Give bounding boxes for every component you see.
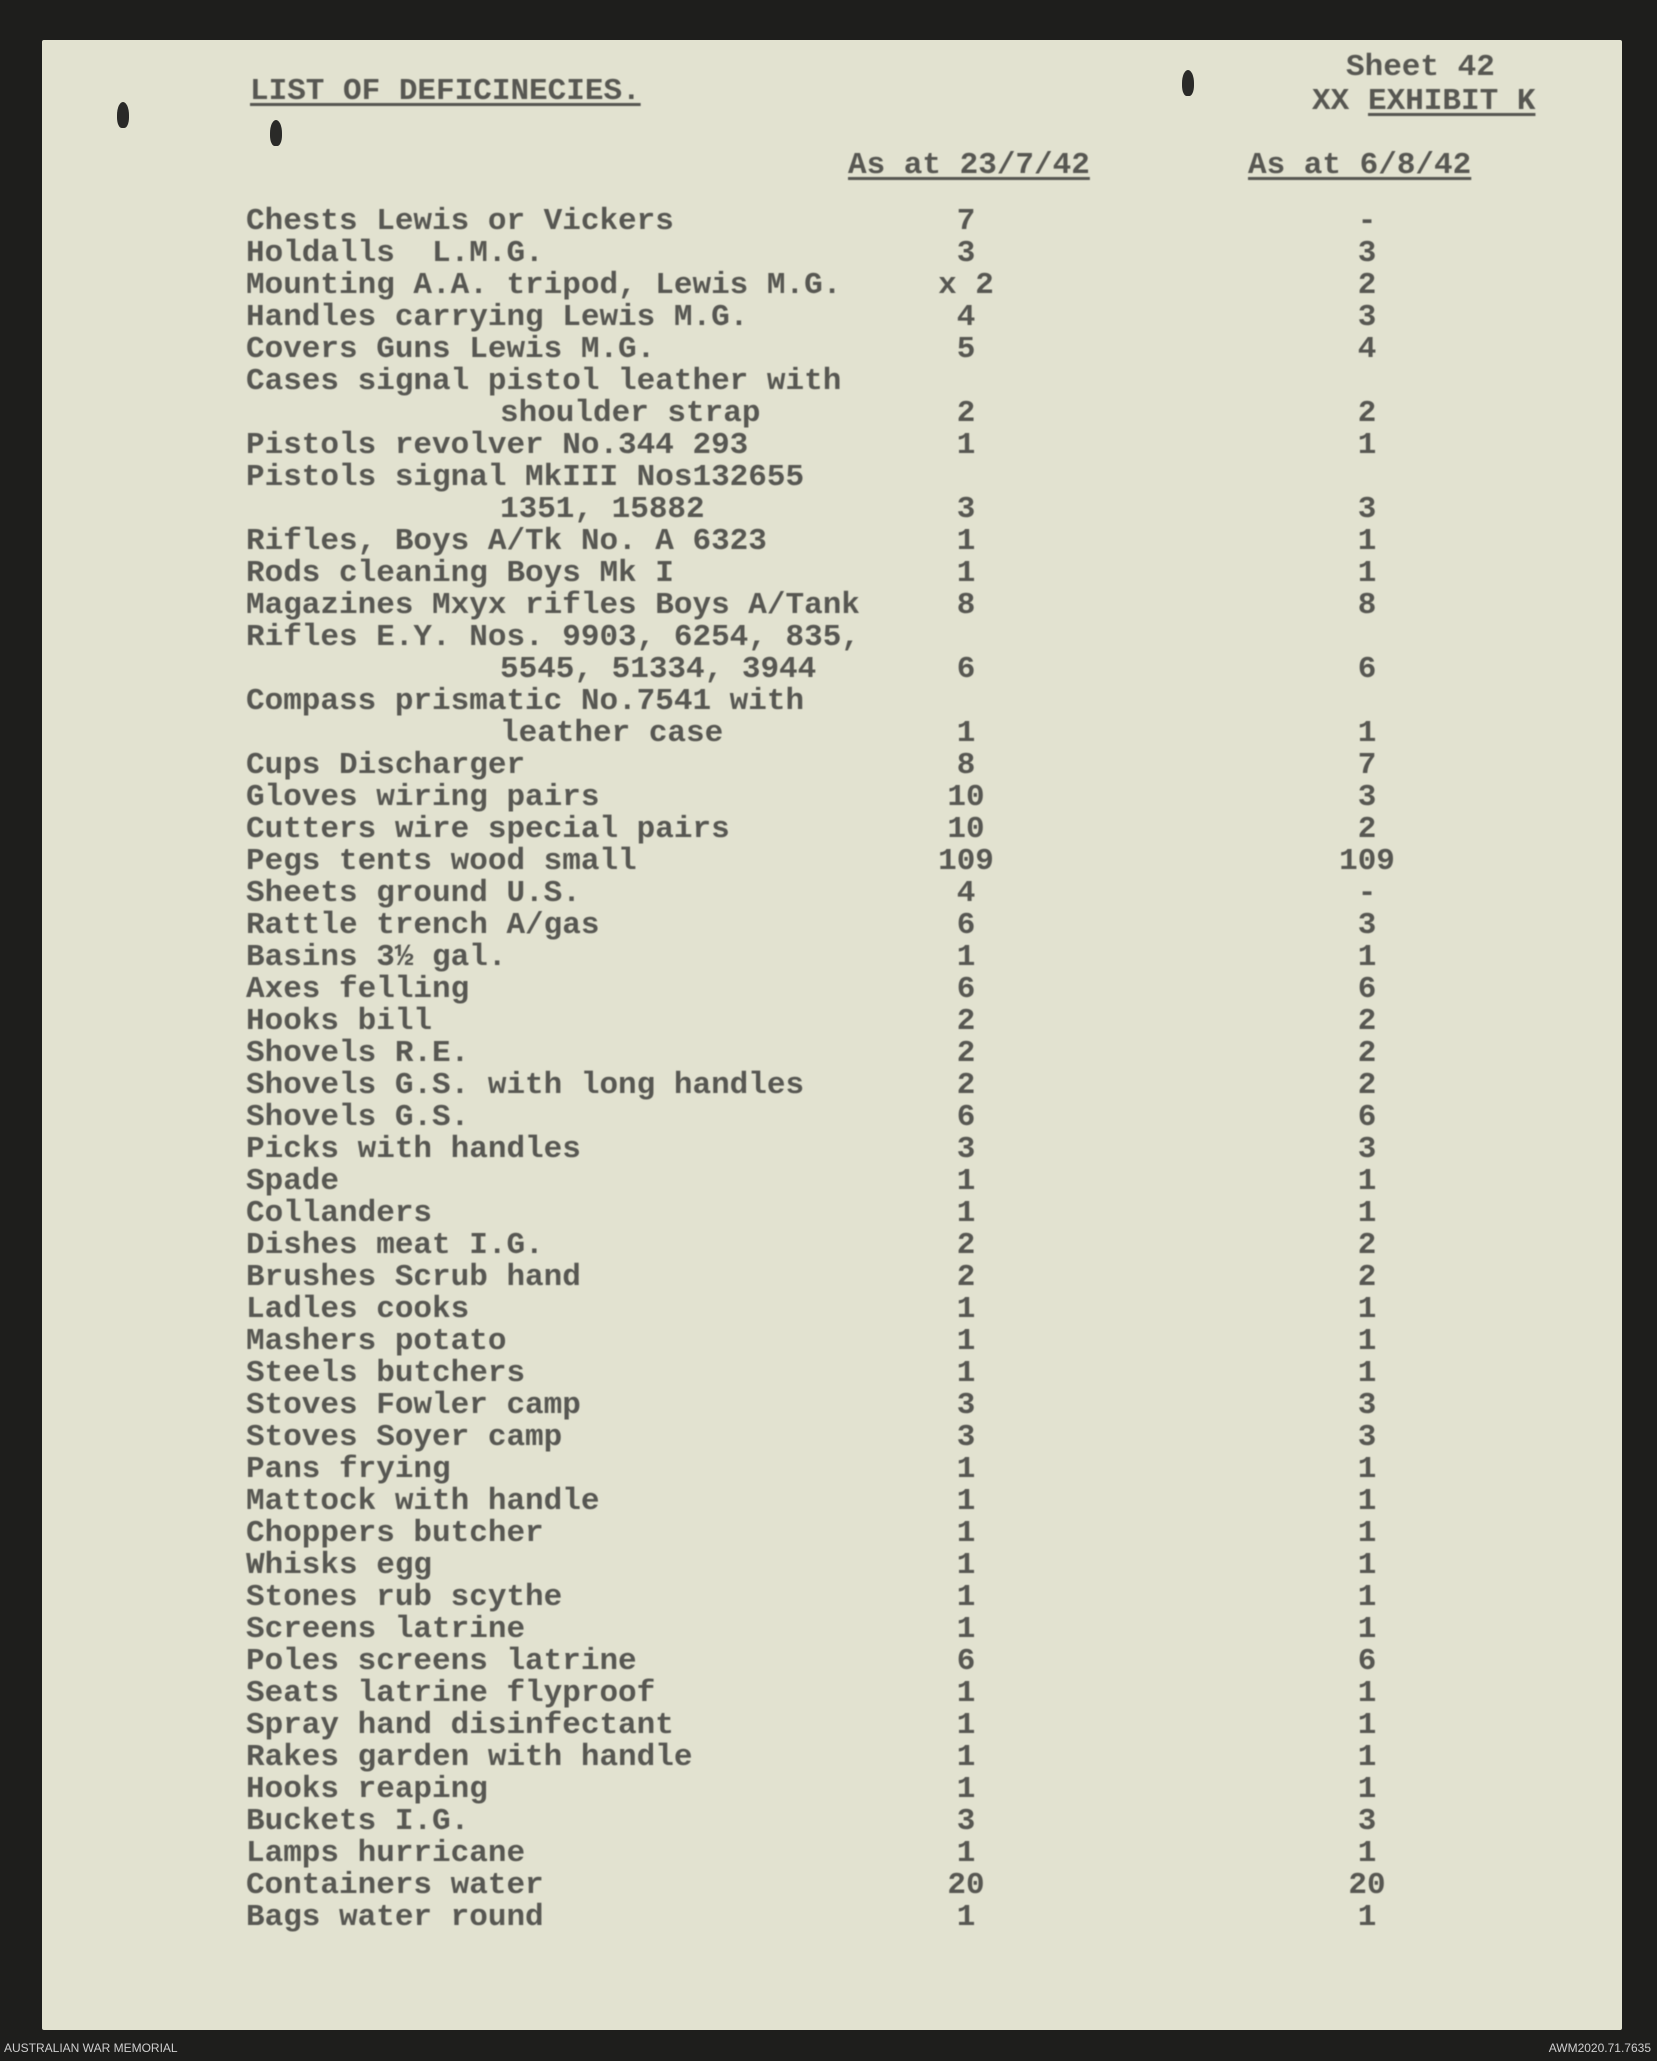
quantity-23-7-42: 1 [956, 1580, 976, 1615]
punch-hole [1182, 70, 1194, 96]
item-name: Covers Guns Lewis M.G. [246, 332, 656, 367]
quantity-6-8-42: 3 [1357, 1804, 1377, 1839]
item-name: Collanders [246, 1196, 433, 1231]
item-name: Whisks egg [246, 1548, 433, 1583]
quantity-23-7-42: 1 [956, 1516, 976, 1551]
quantity-23-7-42: 1 [956, 1676, 976, 1711]
quantity-6-8-42: 1 [1357, 1772, 1377, 1807]
footer-institution: AUSTRALIAN WAR MEMORIAL [4, 2041, 178, 2055]
item-name: Chests Lewis or Vickers [246, 204, 674, 239]
quantity-6-8-42: 1 [1357, 1612, 1377, 1647]
item-name-continued: 1351, 15882 [500, 492, 705, 527]
quantity-23-7-42: 10 [947, 812, 985, 847]
quantity-23-7-42: 3 [956, 1388, 976, 1423]
item-name: Stoves Soyer camp [246, 1420, 563, 1455]
item-name: Holdalls L.M.G. [246, 236, 544, 271]
item-name: Shovels G.S. with long handles [246, 1068, 805, 1103]
item-name: Screens latrine [246, 1612, 526, 1647]
item-name: Pans frying [246, 1452, 451, 1487]
quantity-23-7-42: 10 [947, 780, 985, 815]
quantity-23-7-42: 1 [956, 1548, 976, 1583]
quantity-6-8-42: 1 [1357, 556, 1377, 591]
item-name: Magazines Mxyx rifles Boys A/Tank [246, 588, 860, 623]
quantity-6-8-42: 1 [1357, 1740, 1377, 1775]
quantity-6-8-42: 1 [1357, 1708, 1377, 1743]
item-name: Stones rub scythe [246, 1580, 563, 1615]
quantity-23-7-42: 6 [956, 652, 976, 687]
quantity-23-7-42: 1 [956, 940, 976, 975]
quantity-23-7-42: 3 [956, 236, 976, 271]
quantity-6-8-42: 8 [1357, 588, 1377, 623]
quantity-6-8-42: 1 [1357, 1356, 1377, 1391]
quantity-23-7-42: 4 [956, 300, 976, 335]
quantity-23-7-42: 6 [956, 1644, 976, 1679]
item-name: Seats latrine flyproof [246, 1676, 656, 1711]
quantity-23-7-42: 3 [956, 1804, 976, 1839]
item-name: Gloves wiring pairs [246, 780, 600, 815]
item-name-continued: leather case [500, 716, 724, 751]
item-name: Mounting A.A. tripod, Lewis M.G. [246, 268, 842, 303]
item-name: Mashers potato [246, 1324, 507, 1359]
quantity-6-8-42: 1 [1357, 1836, 1377, 1871]
quantity-6-8-42: - [1357, 204, 1377, 239]
quantity-6-8-42: 1 [1357, 1164, 1377, 1199]
quantity-23-7-42: 8 [956, 588, 976, 623]
quantity-6-8-42: 3 [1357, 780, 1377, 815]
item-name: Ladles cooks [246, 1292, 470, 1327]
item-name: Pegs tents wood small [246, 844, 637, 879]
quantity-23-7-42: 1 [956, 716, 976, 751]
quantity-23-7-42: 109 [938, 844, 994, 879]
item-name: Bags water round [246, 1900, 544, 1935]
item-name: Mattock with handle [246, 1484, 600, 1519]
item-name: Rods cleaning Boys Mk I [246, 556, 674, 591]
quantity-23-7-42: 3 [956, 1132, 976, 1167]
item-name: Sheets ground U.S. [246, 876, 581, 911]
quantity-6-8-42: 7 [1357, 748, 1377, 783]
quantity-23-7-42: 1 [956, 1612, 976, 1647]
item-name: Brushes Scrub hand [246, 1260, 581, 1295]
quantity-6-8-42: 20 [1348, 1868, 1386, 1903]
quantity-23-7-42: 1 [956, 1356, 976, 1391]
quantity-23-7-42: 1 [956, 1836, 976, 1871]
item-name: Hooks reaping [246, 1772, 488, 1807]
quantity-6-8-42: 1 [1357, 1452, 1377, 1487]
item-name: Axes felling [246, 972, 470, 1007]
document-title: LIST OF DEFICINECIES. [250, 74, 641, 109]
quantity-23-7-42: 1 [956, 1164, 976, 1199]
item-name: Compass prismatic No.7541 with [246, 684, 805, 719]
item-name: Cups Discharger [246, 748, 526, 783]
quantity-6-8-42: 2 [1357, 812, 1377, 847]
column-header-6-8-42: As at 6/8/42 [1248, 148, 1472, 183]
quantity-23-7-42: 2 [956, 396, 976, 431]
quantity-6-8-42: 1 [1357, 716, 1377, 751]
quantity-23-7-42: 7 [956, 204, 976, 239]
quantity-23-7-42: 6 [956, 908, 976, 943]
quantity-6-8-42: 1 [1357, 1196, 1377, 1231]
quantity-6-8-42: 2 [1357, 1228, 1377, 1263]
item-name: Stoves Fowler camp [246, 1388, 581, 1423]
item-name: Picks with handles [246, 1132, 581, 1167]
exhibit-label: EXHIBIT K [1368, 84, 1536, 119]
quantity-23-7-42: 1 [956, 1772, 976, 1807]
quantity-23-7-42: 5 [956, 332, 976, 367]
item-name: Containers water [246, 1868, 544, 1903]
item-name: Cases signal pistol leather with [246, 364, 842, 399]
item-name: Rifles E.Y. Nos. 9903, 6254, 835, [246, 620, 860, 655]
quantity-6-8-42: 1 [1357, 1676, 1377, 1711]
quantity-23-7-42: 1 [956, 1196, 976, 1231]
item-name: Choppers butcher [246, 1516, 544, 1551]
quantity-23-7-42: 1 [956, 1900, 976, 1935]
item-name: Pistols revolver No.344 293 [246, 428, 749, 463]
item-name: Rifles, Boys A/Tk No. A 6323 [246, 524, 767, 559]
quantity-6-8-42: 6 [1357, 972, 1377, 1007]
item-name: Spray hand disinfectant [246, 1708, 674, 1743]
item-name: Handles carrying Lewis M.G. [246, 300, 749, 335]
quantity-6-8-42: 2 [1357, 1068, 1377, 1103]
quantity-6-8-42: 1 [1357, 1548, 1377, 1583]
item-name: Hooks bill [246, 1004, 433, 1039]
quantity-23-7-42: 6 [956, 972, 976, 1007]
quantity-23-7-42: 3 [956, 492, 976, 527]
quantity-23-7-42: 2 [956, 1228, 976, 1263]
quantity-6-8-42: 1 [1357, 524, 1377, 559]
quantity-6-8-42: 6 [1357, 1644, 1377, 1679]
quantity-23-7-42: 1 [956, 1452, 976, 1487]
item-name-continued: 5545, 51334, 3944 [500, 652, 817, 687]
quantity-6-8-42: 3 [1357, 1420, 1377, 1455]
quantity-6-8-42: 109 [1339, 844, 1395, 879]
item-name: Steels butchers [246, 1356, 526, 1391]
quantity-6-8-42: 3 [1357, 908, 1377, 943]
quantity-6-8-42: 2 [1357, 1260, 1377, 1295]
item-name: Shovels G.S. [246, 1100, 470, 1135]
quantity-6-8-42: 2 [1357, 396, 1377, 431]
quantity-23-7-42: 4 [956, 876, 976, 911]
item-name: Spade [246, 1164, 340, 1199]
quantity-23-7-42: 1 [956, 1324, 976, 1359]
quantity-23-7-42: 1 [956, 1740, 976, 1775]
quantity-6-8-42: 1 [1357, 1580, 1377, 1615]
quantity-23-7-42: 3 [956, 1420, 976, 1455]
quantity-23-7-42: 20 [947, 1868, 985, 1903]
quantity-23-7-42: 1 [956, 1484, 976, 1519]
item-name-continued: shoulder strap [500, 396, 761, 431]
quantity-6-8-42: 3 [1357, 236, 1377, 271]
item-name: Shovels R.E. [246, 1036, 470, 1071]
quantity-23-7-42: 8 [956, 748, 976, 783]
quantity-23-7-42: 1 [956, 556, 976, 591]
item-name: Rakes garden with handle [246, 1740, 693, 1775]
quantity-23-7-42: 1 [956, 428, 976, 463]
item-name: Rattle trench A/gas [246, 908, 600, 943]
quantity-23-7-42: 1 [956, 524, 976, 559]
exhibit-strikeout: XX [1312, 84, 1350, 119]
quantity-23-7-42: 2 [956, 1004, 976, 1039]
quantity-6-8-42: 1 [1357, 1516, 1377, 1551]
quantity-6-8-42: - [1357, 876, 1377, 911]
quantity-23-7-42: 2 [956, 1068, 976, 1103]
quantity-6-8-42: 1 [1357, 1292, 1377, 1327]
quantity-6-8-42: 1 [1357, 940, 1377, 975]
item-name: Basins 3½ gal. [246, 940, 507, 975]
quantity-6-8-42: 1 [1357, 1484, 1377, 1519]
quantity-6-8-42: 2 [1357, 268, 1377, 303]
item-name: Cutters wire special pairs [246, 812, 730, 847]
quantity-6-8-42: 3 [1357, 300, 1377, 335]
quantity-6-8-42: 3 [1357, 492, 1377, 527]
item-name: Buckets I.G. [246, 1804, 470, 1839]
sheet-number: Sheet 42 [1346, 50, 1495, 85]
quantity-6-8-42: 1 [1357, 428, 1377, 463]
quantity-6-8-42: 3 [1357, 1388, 1377, 1423]
quantity-23-7-42: x 2 [938, 268, 994, 303]
quantity-23-7-42: 2 [956, 1036, 976, 1071]
footer-reference: AWM2020.71.7635 [1548, 2041, 1651, 2055]
item-name: Lamps hurricane [246, 1836, 526, 1871]
quantity-6-8-42: 1 [1357, 1324, 1377, 1359]
quantity-6-8-42: 1 [1357, 1900, 1377, 1935]
quantity-6-8-42: 4 [1357, 332, 1377, 367]
quantity-23-7-42: 1 [956, 1708, 976, 1743]
quantity-23-7-42: 6 [956, 1100, 976, 1135]
quantity-6-8-42: 2 [1357, 1036, 1377, 1071]
item-name: Poles screens latrine [246, 1644, 637, 1679]
quantity-23-7-42: 1 [956, 1292, 976, 1327]
quantity-6-8-42: 6 [1357, 1100, 1377, 1135]
item-name: Pistols signal MkIII Nos132655 [246, 460, 805, 495]
quantity-6-8-42: 6 [1357, 652, 1377, 687]
column-header-23-7-42: As at 23/7/42 [848, 148, 1090, 183]
punch-hole [117, 102, 129, 128]
item-name: Dishes meat I.G. [246, 1228, 544, 1263]
punch-hole [270, 120, 282, 146]
quantity-6-8-42: 2 [1357, 1004, 1377, 1039]
quantity-23-7-42: 2 [956, 1260, 976, 1295]
quantity-6-8-42: 3 [1357, 1132, 1377, 1167]
